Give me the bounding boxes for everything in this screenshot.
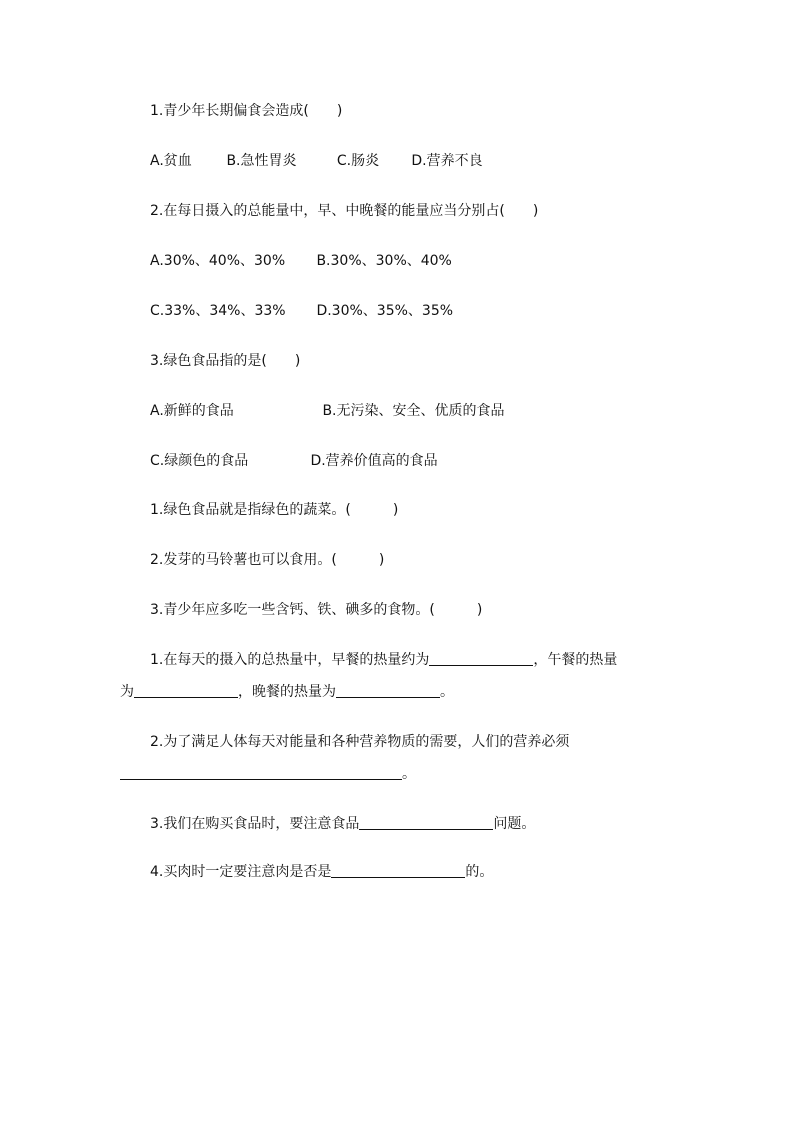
choice-1-option-a: A.贫血 xyxy=(150,153,192,169)
fill-4-text-b: 的。 xyxy=(465,864,494,880)
choice-question-3: 3.绿色食品指的是( ) xyxy=(150,353,301,369)
fill-1-text-d: ，晚餐的热量为 xyxy=(238,684,336,700)
fill-3-blank[interactable] xyxy=(359,815,493,830)
fill-question-1-line-1 xyxy=(150,650,617,670)
fill-2-text-b: 。 xyxy=(402,766,416,782)
fill-question-1-line-2 xyxy=(120,682,454,702)
fill-4-text-a: 4.买肉时一定要注意肉是否是 xyxy=(150,864,332,880)
fill-3-text-b: 问题。 xyxy=(493,816,536,832)
fill-1-text-e: 。 xyxy=(440,684,454,700)
choice-3-option-b: B.无污染、安全、优质的食品 xyxy=(322,403,505,419)
fill-1-text-b: ，午餐的热量 xyxy=(533,652,618,668)
choice-1-option-b: B.急性胃炎 xyxy=(226,153,297,169)
fill-1-text-c: 为 xyxy=(120,684,134,700)
fill-question-3 xyxy=(150,814,535,834)
choice-options-3a xyxy=(150,401,505,421)
choice-2-option-b: B.30%、30%、40% xyxy=(316,253,452,269)
judge-question-3: 3.青少年应多吃一些含钙、铁、碘多的食物。( ) xyxy=(150,602,483,618)
judge-question-1: 1.绿色食品就是指绿色的蔬菜。( ) xyxy=(150,502,399,518)
choice-3-option-c: C.绿颜色的食品 xyxy=(150,453,249,469)
choice-2-option-c: C.33%、34%、33% xyxy=(150,303,286,319)
choice-2-option-a: A.30%、40%、30% xyxy=(150,253,286,269)
fill-1-blank-dinner[interactable] xyxy=(336,683,440,698)
choice-options-3b xyxy=(150,451,438,471)
fill-4-blank[interactable] xyxy=(331,863,465,878)
fill-1-blank-breakfast[interactable] xyxy=(429,651,533,666)
fill-2-blank[interactable] xyxy=(120,765,402,780)
choice-options-1 xyxy=(150,151,483,171)
fill-question-2-line-1: 2.为了满足人体每天对能量和各种营养物质的需要，人们的营养必须 xyxy=(150,734,570,750)
choice-question-2: 2.在每日摄入的总能量中，早、中晚餐的能量应当分别占( ) xyxy=(150,203,539,219)
fill-question-2-line-2 xyxy=(120,764,416,784)
fill-3-text-a: 3.我们在购买食品时，要注意食品 xyxy=(150,816,360,832)
choice-3-option-d: D.营养价值高的食品 xyxy=(310,453,438,469)
choice-1-option-d: D.营养不良 xyxy=(411,153,483,169)
choice-3-option-a: A.新鲜的食品 xyxy=(150,403,234,419)
choice-options-2b xyxy=(150,301,453,321)
choice-1-option-c: C.肠炎 xyxy=(336,153,380,169)
judge-question-2: 2.发芽的马铃薯也可以食用。( ) xyxy=(150,552,385,568)
choice-2-option-d: D.30%、35%、35% xyxy=(316,303,454,319)
fill-question-4 xyxy=(150,862,493,882)
fill-1-text-a: 1.在每天的摄入的总热量中，早餐的热量约为 xyxy=(150,652,430,668)
choice-options-2a xyxy=(150,251,452,271)
choice-question-1: 1.青少年长期偏食会造成( ) xyxy=(150,103,343,119)
fill-1-blank-lunch[interactable] xyxy=(134,683,238,698)
